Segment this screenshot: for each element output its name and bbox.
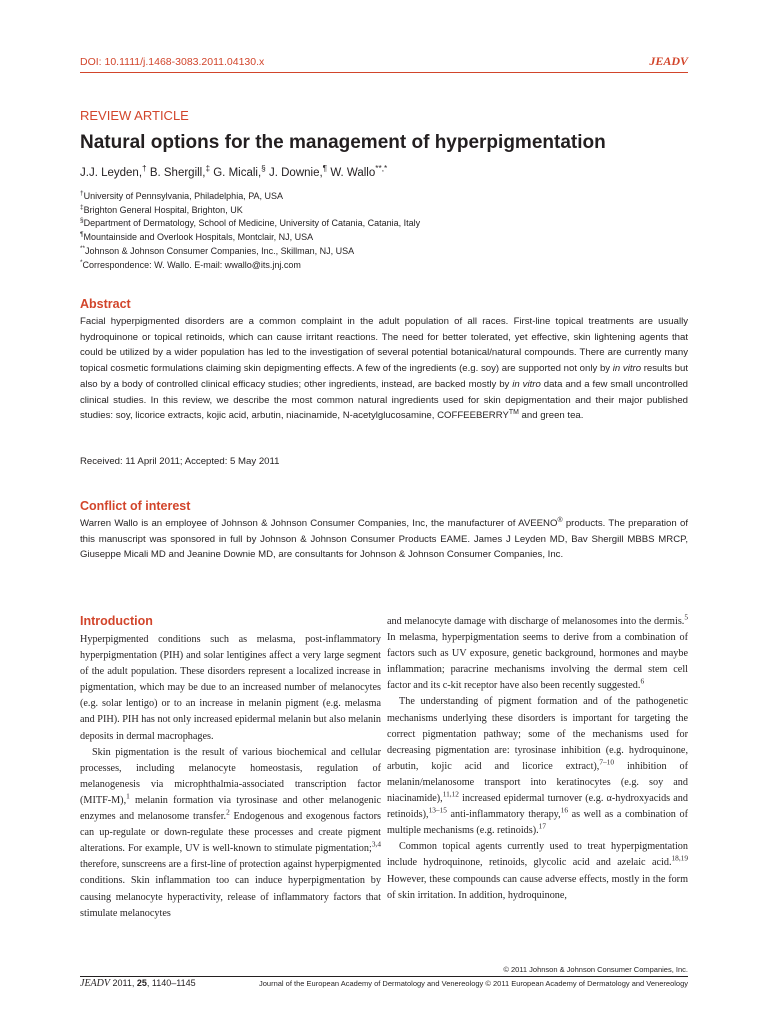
journal-tag: JEADV (649, 54, 688, 68)
affiliation (80, 217, 420, 231)
footer-journal-line: Journal of the European Academy of Dermatology and Venereology © 2011 European Academy of Dermatology and Venereology (259, 979, 688, 988)
affiliation-mark: * (80, 258, 83, 266)
conflict-body (80, 516, 688, 563)
affiliation (80, 245, 420, 259)
author-mark: **,* (375, 164, 388, 174)
affiliation-text: Mountainside and Overlook Hospitals, Montclair, NJ, USA (83, 232, 314, 243)
reference-link[interactable]: 3,4 (371, 839, 381, 849)
body-column-right (387, 614, 688, 904)
author-name: B. Shergill, (146, 167, 206, 179)
abstract-italic: in vitro (612, 363, 642, 375)
author-list (80, 164, 388, 179)
reference-link[interactable]: 2 (226, 807, 230, 817)
footer-journal-abbrev: JEADV (80, 978, 110, 989)
footer-pages: , 1140–1145 (146, 978, 196, 988)
abstract-body (80, 314, 688, 424)
affiliation-text: Johnson & Johnson Consumer Companies, Inc., Skillman, NJ, USA (85, 245, 355, 256)
body-text: and melanocyte damage with discharge of melanosomes into the dermis. (387, 616, 685, 627)
affiliation (80, 204, 420, 218)
reference-link[interactable]: 6 (640, 676, 645, 686)
reference-link[interactable]: 17 (538, 821, 546, 831)
article-type: REVIEW ARTICLE (80, 108, 189, 123)
conflict-text: Warren Wallo is an employee of Johnson & Johnson Consumer Companies, Inc, the manufacturer of AVEENO (80, 518, 558, 529)
reference-link[interactable]: 7–10 (599, 757, 614, 767)
body-text: Common topical agents currently used to treat hyperpigmentation include hydroquinone, retinoids, glycolic acid and azelaic acid. (387, 841, 688, 869)
author-mark: ‡ (205, 164, 211, 174)
abstract-paragraph (80, 314, 688, 424)
author-mark: † (142, 164, 147, 174)
affiliation (80, 190, 420, 204)
footer-year: 2011, (110, 978, 137, 988)
footer-rule (80, 976, 688, 977)
body-paragraph (387, 694, 688, 839)
reference-link[interactable]: 13–15 (428, 805, 447, 815)
author-name: G. Micali, (210, 167, 262, 179)
reference-link[interactable]: 16 (560, 805, 568, 815)
conflict-text: products. The preparation of this manuscript was sponsored in full by Johnson & Johnson Consumer Products EAME. James J Leyden MD, Bav Shergill MBBS MRCP, Giuseppe Micali MD and Jeanine Downie MD, are consultants for Johnson & Johnson Consumer Companies, Inc. (80, 518, 688, 561)
body-text: anti-inflammatory therapy, (446, 809, 561, 821)
trademark: TM (508, 409, 519, 417)
body-text: therefore, sunscreens are a first-line of protection against hyperpigmented conditions. Skin inflammation too can induce hyperpigmentation by causing melanocyte hyperactivity, release of inflammatory factors that stimulate melanocytes (80, 859, 381, 919)
abstract-text: Facial hyperpigmented disorders are a common complaint in the adult population of all races. First-line topical treatments are usually hydroquinone or topical retinoids, which can cause irritant reactions. The need for better tolerated, yet effective, skin lightening agents that could be utilized by a wider population has led to the investigation of several potential botanical/natural compounds. There are currently many topical cosmetic formulations claiming skin depigmenting effects. A few of the ingredients (e.g. soy) are supported not only by (80, 316, 688, 375)
affiliations (80, 190, 420, 272)
affiliation-text: Brighton General Hospital, Brighton, UK (83, 204, 243, 215)
body-text: as well as a combination of multiple mechanisms (e.g. retinoids). (387, 809, 688, 837)
copyright-notice: © 2011 Johnson & Johnson Consumer Companies, Inc. (503, 965, 688, 974)
reference-link[interactable]: 18,19 (671, 854, 688, 864)
correspondence[interactable] (80, 259, 420, 273)
affiliation-mark: ** (80, 244, 86, 252)
author-mark: § (261, 164, 266, 174)
body-paragraph (387, 614, 688, 694)
footer-citation (80, 978, 196, 989)
author-name: J.J. Leyden, (80, 167, 143, 179)
affiliation-mark: † (80, 190, 84, 197)
body-paragraph (387, 839, 688, 903)
introduction-heading: Introduction (80, 614, 153, 628)
conflict-paragraph (80, 516, 688, 563)
affiliation-mark: ¶ (80, 231, 84, 239)
body-text: inhibition of melanin/melanosome transport into keratinocytes (e.g. soy and niacinamide), (387, 760, 688, 805)
author-name: J. Downie, (265, 167, 323, 179)
body-column-left (80, 632, 381, 922)
affiliation (80, 231, 420, 245)
article-title: Natural options for the management of hyperpigmentation (80, 132, 606, 153)
body-text: melanin formation via tyrosinase and other melanogenic enzymes and melanosome transfer. (80, 794, 381, 823)
body-text: The understanding of pigment formation and of the pathogenetic mechanisms underlying these disorders is important for targeting the correct pigmentation pathway; some of the mechanisms used for decreasing pigmentation are: tyrosinase inhibition (e.g. hydroquinone, arbutin, kojic acid and licorice extract), (387, 696, 688, 772)
body-text: Skin pigmentation is the result of various biochemical and cellular processes, including melanocyte homeostasis, regulation of melanogenesis via microphthalmia-associated transcription factor (MITF-M), (80, 746, 381, 806)
affiliation-mark: ‡ (80, 203, 84, 211)
body-paragraph: Hyperpigmented conditions such as melasma, post-inflammatory hyperpigmentation (PIH) and solar lentigines affect a very large segment of the adult population. These disorders represent a localized increase in pigmentation, which may be due to an increased number of melanocytes (e.g. solar lentigo) or to an increase in melanin pigment (e.g. melasma and PIH). PIH has not only increased epidermal melanin but also melanin deposits in dermal macrophages. (80, 634, 381, 742)
author-mark: ¶ (322, 164, 328, 174)
reference-link[interactable]: 1 (126, 791, 130, 801)
footer-volume: 25 (136, 978, 147, 988)
affiliation-text: Department of Dermatology, School of Medicine, University of Catania, Catania, Italy (83, 218, 421, 229)
abstract-text: results but also by a body of controlled clinical efficacy studies; other ingredients, instead, are backed mostly by (80, 363, 688, 390)
received-dates: Received: 11 April 2011; Accepted: 5 May 2011 (80, 456, 280, 467)
affiliation-text: University of Pennsylvania, Philadelphia, PA, USA (83, 191, 284, 201)
doi[interactable]: DOI: 10.1111/j.1468-3083.2011.04130.x (80, 56, 265, 68)
affiliation-mark: § (80, 217, 84, 225)
abstract-text: data and a few small uncontrolled clinical studies. In this review, we describe the most common natural ingredients used for skin depigmentation and their major published studies: soy, licorice extracts, kojic acid, arbutin, niacinamide, N-acetylglucosamine, COFFEEBERRY (80, 378, 688, 422)
body-text: Endogenous and exogenous factors can up-regulate or down-regulate these processes and create pigment alterations. For example, UV is well-known to stimulate pigmentation; (80, 811, 381, 855)
abstract-italic: in vitro (512, 378, 541, 390)
reference-link[interactable]: 5 (684, 612, 688, 622)
body-text: However, these compounds can cause adverse effects, mostly in the form of skin irritation. In addition, hydroquinone, (387, 873, 688, 901)
body-paragraph (80, 745, 381, 922)
conflict-heading: Conflict of interest (80, 499, 191, 513)
reference-link[interactable]: 11,12 (442, 789, 459, 799)
author-name: W. Wallo (327, 167, 376, 179)
correspondence-text[interactable]: Correspondence: W. Wallo. E-mail: wwallo@its.jnj.com (82, 259, 301, 270)
body-text: increased epidermal turnover (e.g. α-hydroxyacids and retinoids), (387, 793, 688, 821)
body-text: In melasma, hyperpigmentation seems to derive from a combination of factors such as UV exposure, genetic background, hormones and maybe inflammation; paracrine mechanisms involving the dermal stem cell factor and its c-kit receptor have also been recently suggested. (387, 632, 688, 692)
abstract-heading: Abstract (80, 297, 131, 311)
header-rule (80, 72, 688, 73)
abstract-text: and green tea. (518, 410, 584, 422)
registered-mark: ® (557, 516, 563, 524)
